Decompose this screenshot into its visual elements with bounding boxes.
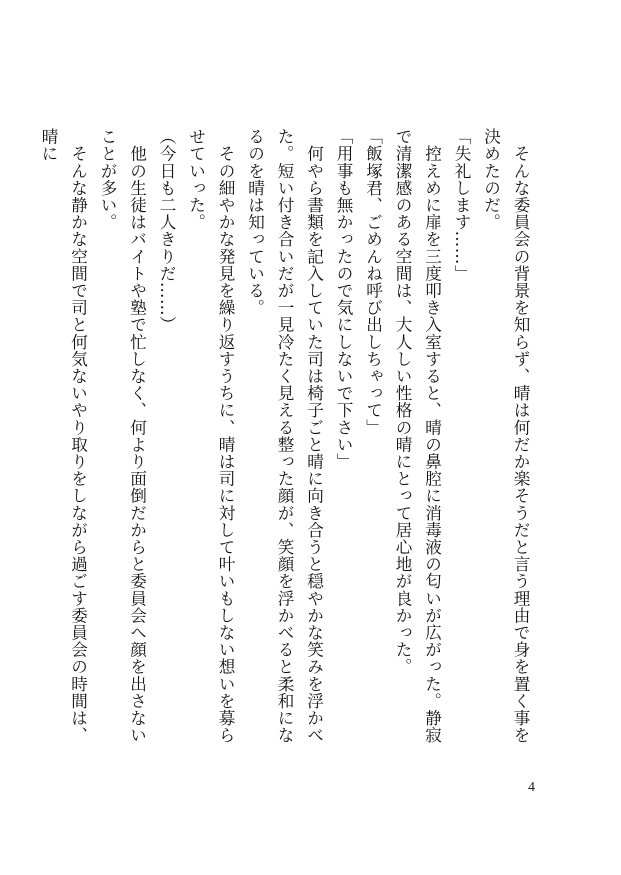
paragraph: 何やら書類を記入していた司は椅子ごと晴に向き合うと穏やかな笑みを浮かべた。短い付き合いだが一見冷たく見える整った顔が、笑顔を浮かべると柔和になるのを晴は知っている。 [245,128,324,744]
paragraph: その細やかな発見を繰り返すうちに、晴は司に対して叶いもしない想いを募らせていった。 [186,128,235,744]
page-number: 4 [528,780,535,795]
paragraph: 控えめに扉を三度叩き入室すると、晴の鼻腔に消毒液の匂いが広がった。静寂で清潔感のある空間は、大人しい性格の晴にとって居心地が良かった。 [393,128,442,744]
paragraph: そんな静かな空間で司と何気ないやり取りをしながら過ごす委員会の時間は、晴に [39,128,88,744]
paragraph: そんな委員会の背景を知らず、晴は何だか楽そうだと言う理由で身を置く事を決めたのだ。 [481,128,530,744]
paragraph: 他の生徒はバイトや塾で忙しなく、何より面倒だからと委員会へ顔を出さないことが多い。 [98,128,147,744]
paragraph: 「用事も無かったので気にしないで下さい」 [334,128,353,470]
paragraph: 「飯塚君、ごめんね呼び出しちゃって」 [363,128,383,436]
body-text [34,128,536,756]
paragraph: 「失礼します……」 [452,128,471,282]
paragraph: （今日も二人きりだ……） [157,128,176,334]
